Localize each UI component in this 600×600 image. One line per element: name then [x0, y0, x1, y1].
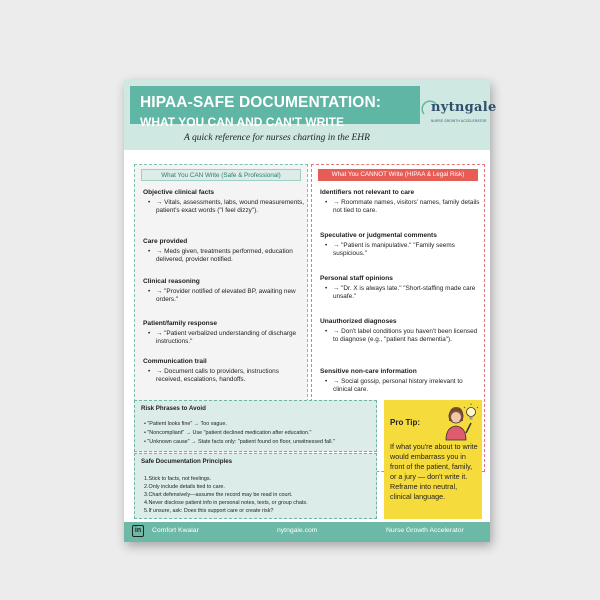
- can-section-title: Patient/family response: [143, 320, 218, 327]
- can-section-title: Communication trail: [143, 358, 207, 365]
- cannot-section-title: Sensitive non-care information: [320, 368, 417, 375]
- risk-phrase-item: • "Noncompliant" → Use "patient declined medication after education.": [144, 430, 312, 436]
- can-section-body: • → Meds given, treatments performed, education delivered, provider notified.: [148, 248, 293, 263]
- cannot-section-body: • → Roommate names, visitors' names, family details not tied to care.: [325, 199, 480, 214]
- can-section-body: • → "Patient verbalized understanding of discharge instructions.": [148, 330, 297, 345]
- linkedin-icon[interactable]: in: [132, 525, 144, 537]
- brand-name: Nurse Growth Accelerator: [386, 527, 464, 534]
- cannot-section-body: • → Don't label conditions you haven't been licensed to diagnose (e.g., "patient has dementia").: [325, 328, 478, 343]
- title-line-2: WHAT YOU CAN AND CAN'T WRITE: [140, 115, 344, 129]
- logo-tagline: NURSE GROWTH ACCELERATOR: [431, 119, 487, 123]
- can-section-body: • → "Provider notified of elevated BP, awaiting new orders.": [148, 288, 296, 303]
- title-line-1: HIPAA-SAFE DOCUMENTATION:: [140, 94, 382, 111]
- risk-phrase-item: • "Patient looks fine" → Too vague.: [144, 421, 227, 427]
- cannot-section-body: • → Social gossip, personal history irrelevant to clinical care.: [325, 378, 463, 393]
- principle-item: 3.Chart defensively—assume the record may be read in court.: [144, 492, 293, 498]
- risk-phrases-title: Risk Phrases to Avoid: [141, 405, 206, 412]
- principle-item: 1.Stick to facts, not feelings.: [144, 476, 212, 482]
- cannot-write-heading: What You CANNOT Write (HIPAA & Legal Risk): [318, 169, 478, 181]
- can-section-body: • → Vitals, assessments, labs, wound measurements, patient's exact words ("I feel dizzy").: [148, 199, 304, 214]
- logo-text: nytngale: [431, 100, 497, 115]
- risk-phrase-item: • "Unknown cause" → State facts only: "patient found on floor, unwitnessed fall.": [144, 439, 335, 445]
- risk-phrases-box: [134, 400, 377, 452]
- cannot-section-title: Speculative or judgmental comments: [320, 232, 437, 239]
- pro-tip-title: Pro Tip:: [390, 418, 421, 427]
- author-name: Comfort Kwalar: [152, 527, 199, 534]
- cheat-sheet: [124, 80, 497, 542]
- subtitle: A quick reference for nurses charting in the EHR: [184, 133, 370, 143]
- cannot-section-title: Unauthorized diagnoses: [320, 318, 397, 325]
- can-section-title: Clinical reasoning: [143, 278, 200, 285]
- nurse-lightbulb-icon: [442, 403, 478, 441]
- header: [124, 80, 497, 150]
- can-section-body: • → Document calls to providers, instructions received, escalations, handoffs.: [148, 368, 279, 383]
- pro-tip-box: [384, 400, 482, 519]
- cannot-section-body: • → "Dr. X is always late." "Short-staffing made care unsafe.": [325, 285, 476, 300]
- nytngale-logo: [420, 98, 497, 128]
- principle-item: 5.If unsure, ask: Does this support care or create risk?: [144, 508, 274, 514]
- principle-item: 2.Only include details tied to care.: [144, 484, 225, 490]
- website-link[interactable]: nytngale.com: [277, 527, 318, 534]
- pro-tip-body: If what you're about to write would embarrass you in front of the patient, family, or a jury — don't write it. Reframe into neutral, clinical language.: [390, 442, 478, 501]
- can-section-title: Care provided: [143, 238, 188, 245]
- footer: [124, 522, 490, 542]
- principle-item: 4.Never disclose patient info in personal notes, texts, or group chats.: [144, 500, 308, 506]
- safe-principles-box: [134, 453, 377, 519]
- can-write-heading: What You CAN Write (Safe & Professional): [141, 169, 301, 181]
- cannot-section-title: Personal staff opinions: [320, 275, 393, 282]
- title-banner: [130, 86, 420, 129]
- cannot-section-title: Identifiers not relevant to care: [320, 189, 415, 196]
- cannot-section-body: • → "Patient is manipulative." "Family seems suspicious.": [325, 242, 455, 257]
- safe-principles-title: Safe Documentation Principles: [141, 458, 233, 465]
- can-section-title: Objective clinical facts: [143, 189, 215, 196]
